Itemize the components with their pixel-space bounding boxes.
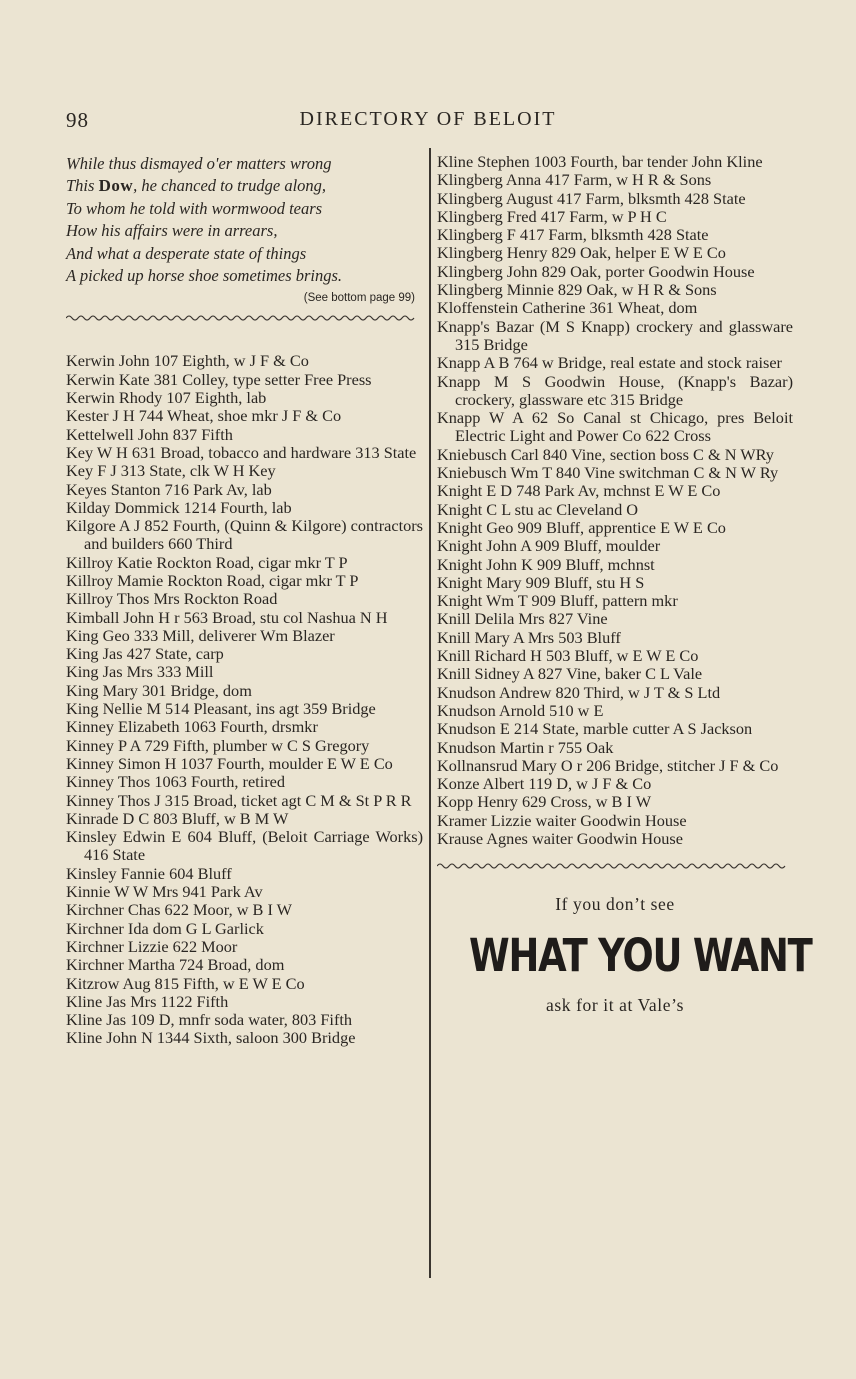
directory-entry: Killroy Mamie Rockton Road, cigar mkr T P [66, 571, 359, 590]
directory-entry: Kline Jas 109 D, mnfr soda water, 803 Fifth [66, 1010, 353, 1030]
running-title: DIRECTORY OF BELOIT [299, 108, 557, 130]
directory-entry: Knill Sidney A 827 Vine, baker C L Vale [437, 664, 703, 684]
vales-advertisement [437, 894, 812, 1016]
directory-entry: Klingberg John 829 Oak, porter Goodwin House [437, 261, 755, 281]
directory-entry: Kettelwell John 837 Fifth [66, 424, 233, 444]
directory-entry: Knudson E 214 State, marble cutter A S Jackson [437, 719, 753, 739]
directory-entry: Knight E D 748 Park Av, mchnst E W E Co [437, 481, 721, 501]
directory-entry: Kniebusch Wm T 840 Vine switchman C & N W Ry [437, 463, 779, 483]
right-column [437, 152, 812, 1016]
directory-entry: Kester J H 744 Wheat, shoe mkr J F & Co [66, 406, 342, 426]
directory-entry: Kerwin Rhody 107 Eighth, lab [66, 388, 267, 408]
directory-entry: Kinrade D C 803 Bluff, w B M W [66, 808, 289, 828]
poem-line: To whom he told with wormwood tears [66, 198, 323, 218]
directory-entry: Killroy Thos Mrs Rockton Road [66, 589, 278, 609]
wavy-rule [437, 862, 793, 870]
directory-entry: Klingberg Henry 829 Oak, helper E W E Co [437, 243, 726, 263]
directory-entry: Key F J 313 State, clk W H Key [66, 461, 276, 481]
poem-line: And what a desperate state of things [66, 243, 307, 263]
directory-entry: Knight Geo 909 Bluff, apprentice E W E Co [437, 517, 726, 537]
directory-entry: Knill Mary A Mrs 503 Bluff [437, 627, 621, 647]
directory-entry: Kollnansrud Mary O r 206 Bridge, stitcher J F & Co [437, 755, 779, 775]
directory-entry: King Mary 301 Bridge, dom [66, 680, 252, 700]
directory-entry: Kline Stephen 1003 Fourth, bar tender John Kline [437, 152, 763, 171]
directory-entry: Knapp W A 62 So Canal st Chicago, pres Beloit Electric Light and Power Co 622 Cross [437, 408, 793, 446]
directory-entry: Killroy Katie Rockton Road, cigar mkr T P [66, 552, 348, 572]
directory-entry: Kline Jas Mrs 1122 Fifth [66, 991, 229, 1011]
directory-entry: Kilday Dommick 1214 Fourth, lab [66, 497, 292, 517]
directory-entry: Knudson Martin r 755 Oak [437, 737, 614, 757]
directory-entry: Knill Delila Mrs 827 Vine [437, 609, 608, 629]
directory-entry: Krause Agnes waiter Goodwin House [437, 828, 683, 848]
directory-entry: Kramer Lizzie waiter Goodwin House [437, 810, 687, 830]
directory-entry: Klingberg Anna 417 Farm, w H R & Sons [437, 170, 712, 190]
left-entry-list [66, 352, 423, 1047]
directory-entry: Klingberg Fred 417 Farm, w P H C [437, 206, 667, 226]
directory-entry: Kimball John H r 563 Broad, stu col Nashua N H [66, 607, 388, 627]
directory-entry: Knight John K 909 Bluff, mchnst [437, 554, 655, 574]
directory-entry: Kirchner Martha 724 Broad, dom [66, 955, 285, 975]
column-divider [429, 148, 431, 1278]
directory-entry: King Geo 333 Mill, deliverer Wm Blazer [66, 625, 335, 645]
wavy-rule [66, 314, 423, 322]
directory-entry: Kinsley Edwin E 604 Bluff, (Beloit Carriage Works) 416 State [66, 827, 423, 865]
directory-entry: Kinney Simon H 1037 Fourth, moulder E W E Co [66, 753, 393, 773]
directory-entry: Knight Wm T 909 Bluff, pattern mkr [437, 591, 678, 611]
directory-entry: Knudson Andrew 820 Third, w J T & S Ltd [437, 682, 721, 702]
directory-entry: Knudson Arnold 510 w E [437, 700, 604, 720]
left-column [66, 153, 423, 1048]
directory-entry: King Nellie M 514 Pleasant, ins agt 359 Bridge [66, 699, 376, 719]
directory-entry: Kloffenstein Catherine 361 Wheat, dom [437, 298, 698, 318]
poem-bold-word: Dow [98, 176, 134, 196]
directory-entry: Klingberg F 417 Farm, blksmth 428 State [437, 225, 709, 245]
directory-entry: Knight John A 909 Bluff, moulder [437, 536, 661, 556]
poem-line: This Dow, he chanced to trudge along, [66, 176, 327, 196]
directory-entry: Knapp's Bazar (M S Knapp) crockery and glassware 315 Bridge [437, 316, 793, 354]
directory-entry: Kerwin John 107 Eighth, w J F & Co [66, 351, 309, 371]
directory-entry: Key W H 631 Broad, tobacco and hardware 313 State [66, 442, 417, 462]
ad-headline: WHAT YOU WANT [469, 929, 812, 983]
directory-entry: Konze Albert 119 D, w J F & Co [437, 774, 652, 794]
directory-entry: Knapp M S Goodwin House, (Knapp's Bazar) crockery, glassware etc 315 Bridge [437, 371, 793, 409]
poem-line: While thus dismayed o'er matters wrong [66, 154, 332, 173]
directory-entry: Kinney Elizabeth 1063 Fourth, drsmkr [66, 717, 318, 737]
directory-entry: Kerwin Kate 381 Colley, type setter Free Press [66, 369, 372, 389]
directory-entry: King Jas 427 State, carp [66, 644, 224, 664]
poem [66, 153, 423, 304]
directory-entry: Knight Mary 909 Bluff, stu H S [437, 572, 645, 592]
right-entry-list [437, 153, 793, 848]
directory-entry: Kinsley Fannie 604 Bluff [66, 863, 232, 883]
directory-entry: Kopp Henry 629 Cross, w B I W [437, 792, 652, 812]
directory-entry: King Jas Mrs 333 Mill [66, 662, 214, 682]
directory-entry: Kirchner Ida dom G L Garlick [66, 918, 264, 938]
directory-entry: Kinney P A 729 Fifth, plumber w C S Gregory [66, 735, 370, 755]
directory-entry: Kilgore A J 852 Fourth, (Quinn & Kilgore) contractors and builders 660 Third [66, 516, 423, 554]
ad-intro-line: If you don’t see [555, 894, 675, 915]
directory-entry: Kinney Thos 1063 Fourth, retired [66, 772, 286, 792]
directory-entry: Kline John N 1344 Sixth, saloon 300 Bridge [66, 1028, 356, 1048]
poem-line: How his affairs were in arrears, [66, 221, 278, 241]
poem-reference: (See bottom page 99) [303, 292, 415, 305]
directory-entry: Kirchner Lizzie 622 Moor [66, 936, 238, 956]
directory-entry: Kirchner Chas 622 Moor, w B I W [66, 900, 293, 920]
directory-entry: Kinney Thos J 315 Broad, ticket agt C M & St P R R [66, 790, 412, 810]
ad-closing-line: ask for it at Vale’s [545, 995, 685, 1016]
page-header [66, 108, 790, 136]
directory-entry: Klingberg August 417 Farm, blksmth 428 State [437, 188, 746, 208]
directory-entry: Knight C L stu ac Cleveland O [437, 499, 639, 519]
directory-entry: Knill Richard H 503 Bluff, w E W E Co [437, 646, 699, 666]
directory-entry: Keyes Stanton 716 Park Av, lab [66, 479, 272, 499]
directory-entry: Kitzrow Aug 815 Fifth, w E W E Co [66, 973, 305, 993]
directory-entry: Klingberg Minnie 829 Oak, w H R & Sons [437, 280, 717, 300]
poem-line: A picked up horse shoe sometimes brings. [66, 266, 343, 286]
page-number: 98 [66, 108, 89, 132]
directory-entry: Knapp A B 764 w Bridge, real estate and stock raiser [437, 353, 782, 373]
directory-entry: Kinnie W W Mrs 941 Park Av [66, 882, 263, 902]
directory-entry: Kniebusch Carl 840 Vine, section boss C & N WRy [437, 444, 774, 464]
